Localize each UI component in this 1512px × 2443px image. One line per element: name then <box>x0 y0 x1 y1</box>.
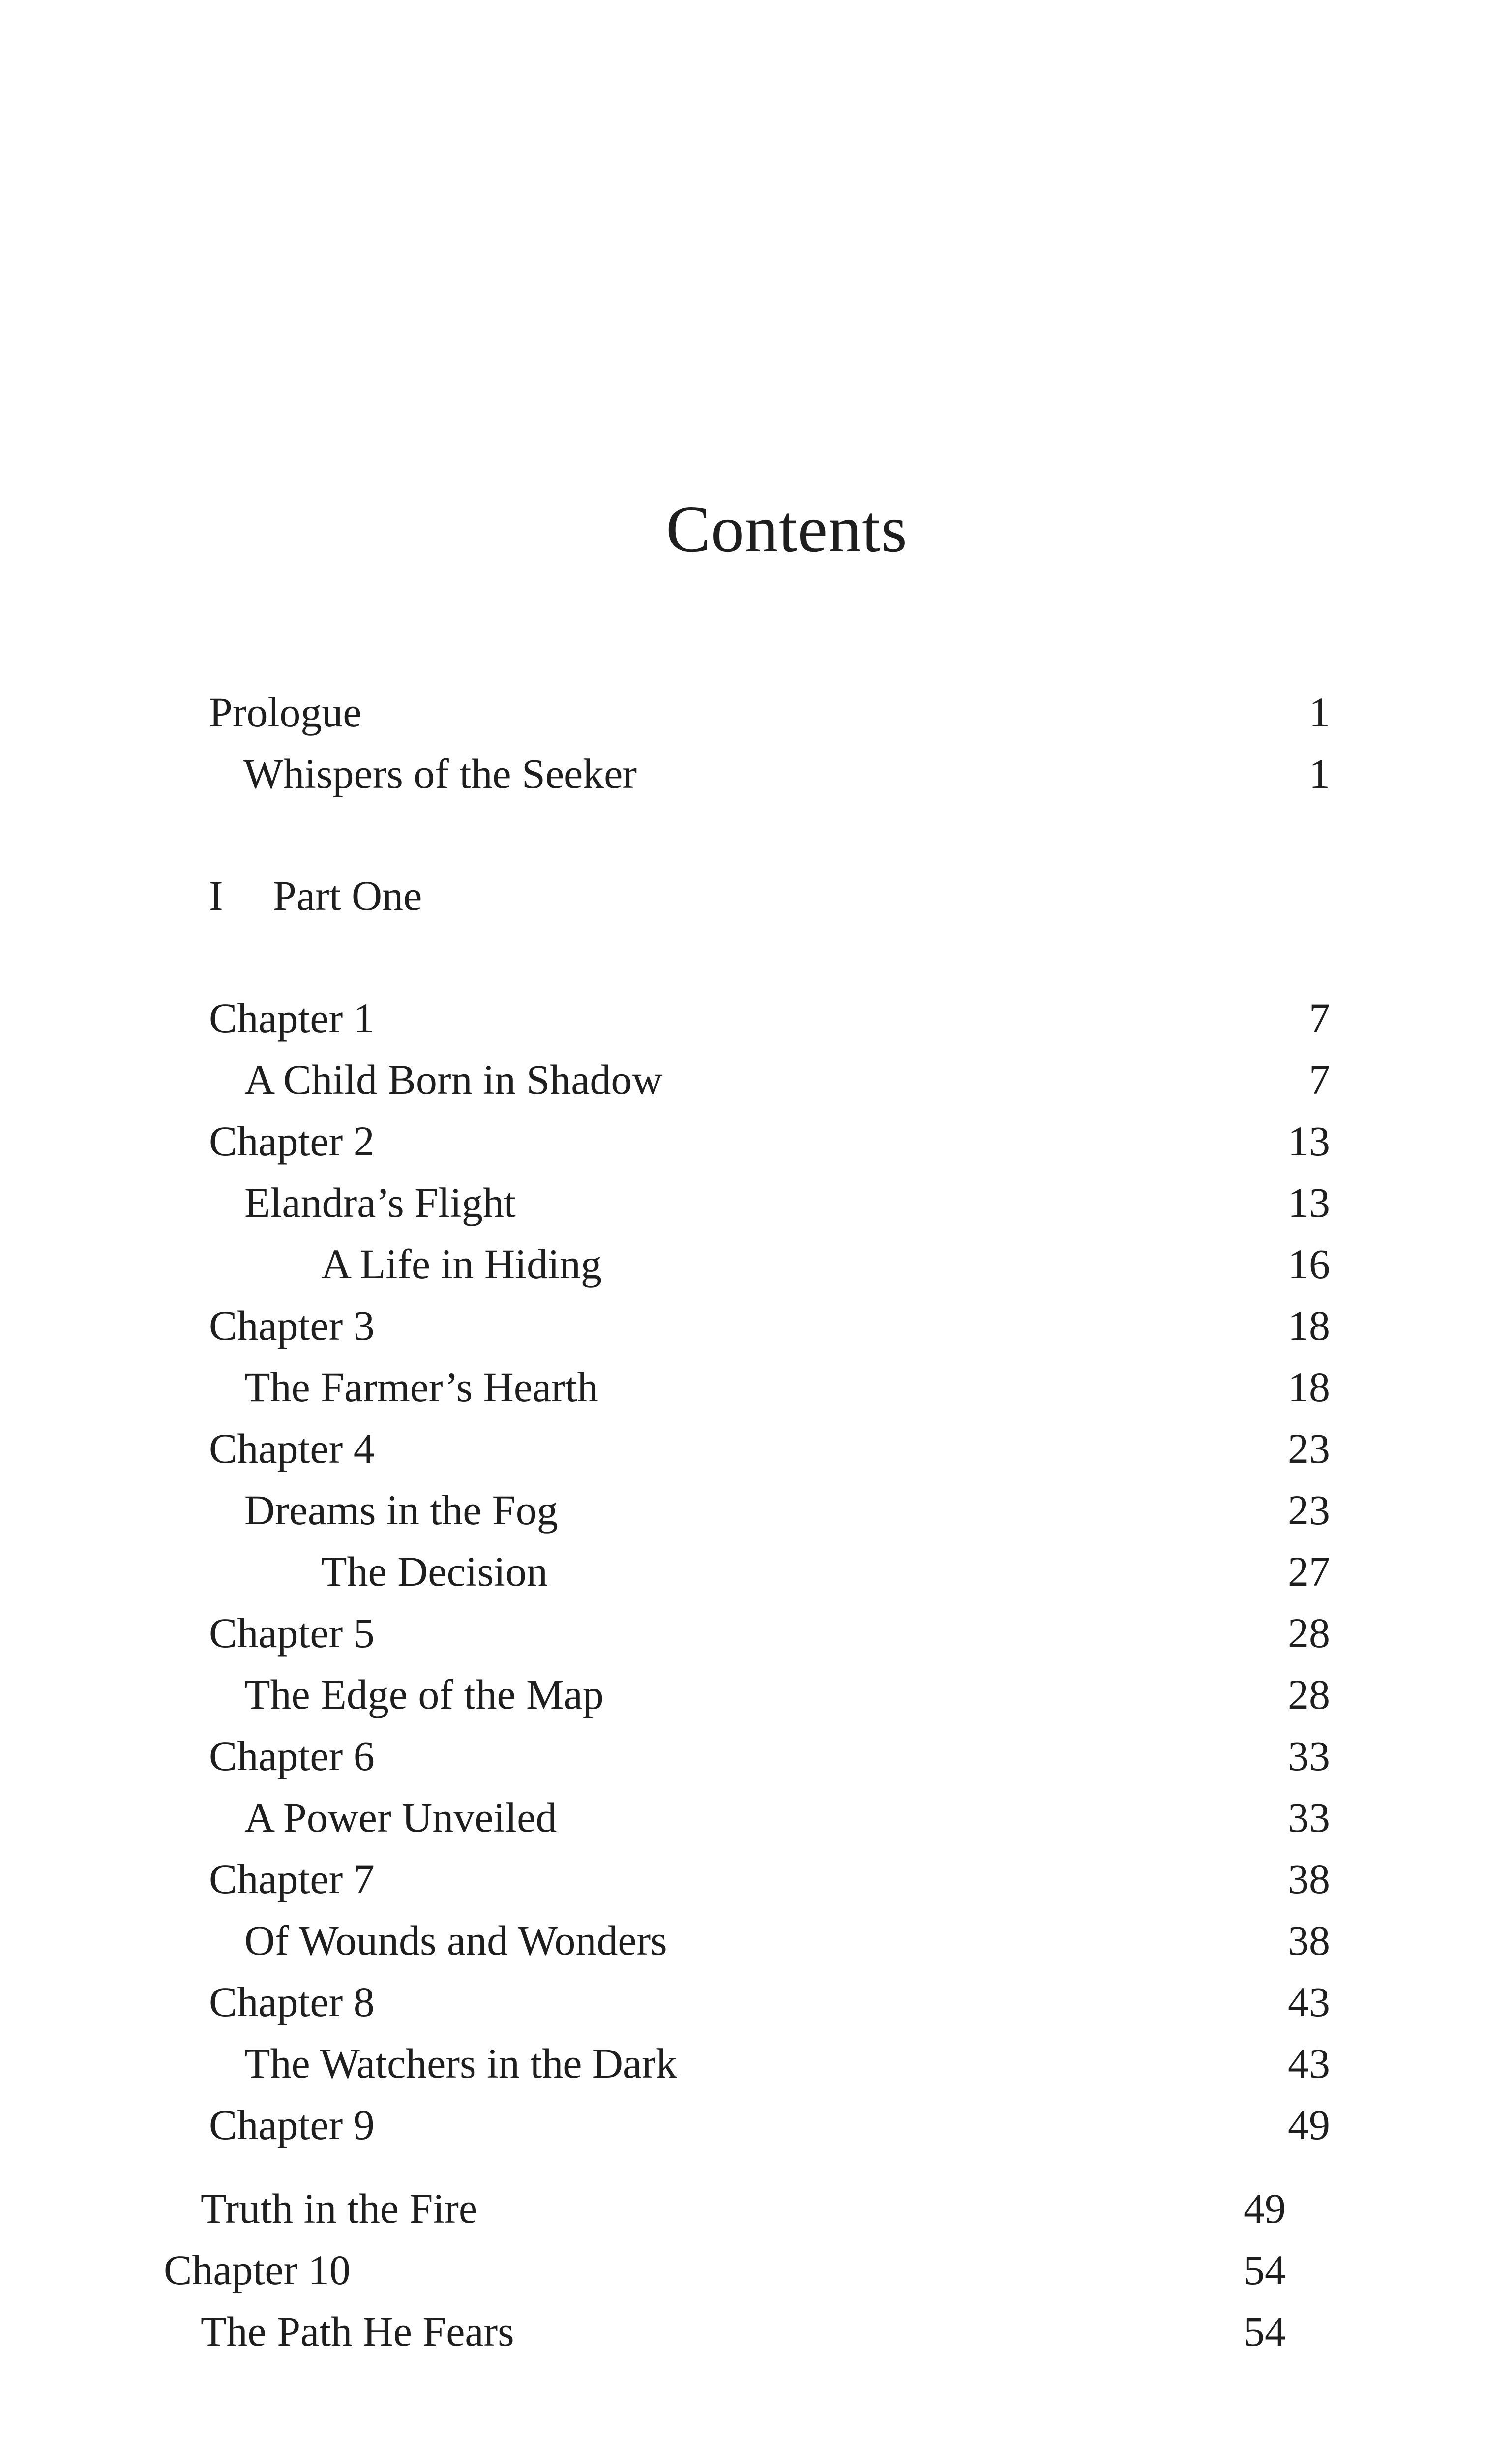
toc-entry-part[interactable]: Part One <box>273 872 422 919</box>
toc-page-subsection: 16 <box>1288 1240 1330 1288</box>
toc-entry-chapter[interactable]: Chapter 5 <box>209 1609 375 1657</box>
page-title: Contents <box>666 492 908 566</box>
toc-page-section: 18 <box>1288 1363 1330 1411</box>
toc-entry-chapter[interactable]: Chapter 1 <box>209 995 375 1042</box>
toc-entry-section[interactable]: Truth in the Fire <box>201 2185 478 2232</box>
toc-entry-chapter[interactable]: Chapter 8 <box>209 1978 375 2025</box>
toc-page-section: 38 <box>1288 1917 1330 1964</box>
toc-entry-section[interactable]: The Farmer’s Hearth <box>244 1363 598 1411</box>
toc-entry-prologue[interactable]: Prologue <box>209 689 362 736</box>
toc-entry-section[interactable]: Whispers of the Seeker <box>243 750 637 797</box>
toc-page-prologue: 1 <box>1309 689 1330 736</box>
toc-entry-chapter[interactable]: Chapter 4 <box>209 1425 375 1472</box>
toc-page-section: 49 <box>1244 2185 1286 2232</box>
toc-entry-section[interactable]: The Edge of the Map <box>244 1671 604 1718</box>
toc-page-section: 23 <box>1288 1486 1330 1534</box>
toc-entry-section[interactable]: A Child Born in Shadow <box>244 1056 663 1103</box>
toc-page-section: 7 <box>1309 1056 1330 1103</box>
toc-page-chapter: 7 <box>1309 995 1330 1042</box>
toc-entry-subsection[interactable]: A Life in Hiding <box>321 1240 602 1288</box>
toc-page-section: 54 <box>1244 2308 1286 2355</box>
toc-entry-section[interactable]: Elandra’s Flight <box>244 1179 516 1226</box>
toc-entry-subsection[interactable]: The Decision <box>321 1548 548 1595</box>
toc-page-section: 13 <box>1288 1179 1330 1226</box>
toc-entry-chapter[interactable]: Chapter 9 <box>209 2101 375 2148</box>
toc-page-chapter: 54 <box>1244 2246 1286 2293</box>
toc-page-section: 1 <box>1309 750 1330 797</box>
toc-entry-chapter[interactable]: Chapter 6 <box>209 1732 375 1779</box>
toc-page-section: 33 <box>1288 1794 1330 1841</box>
toc-entry-section[interactable]: The Path He Fears <box>201 2308 514 2355</box>
toc-page-chapter: 23 <box>1288 1425 1330 1472</box>
toc-page-chapter: 33 <box>1288 1732 1330 1779</box>
toc-entry-section[interactable]: Dreams in the Fog <box>244 1486 558 1534</box>
part-number: I <box>209 872 223 919</box>
toc-entry-chapter[interactable]: Chapter 3 <box>209 1302 375 1349</box>
toc-page-section: 28 <box>1288 1671 1330 1718</box>
toc-entry-section[interactable]: The Watchers in the Dark <box>244 2040 677 2087</box>
toc-page-subsection: 27 <box>1288 1548 1330 1595</box>
toc-page-chapter: 18 <box>1288 1302 1330 1349</box>
toc-entry-section[interactable]: A Power Unveiled <box>244 1794 557 1841</box>
toc-entry-chapter[interactable]: Chapter 7 <box>209 1855 375 1902</box>
toc-page-chapter: 49 <box>1288 2101 1330 2148</box>
toc-page-chapter: 28 <box>1288 1609 1330 1657</box>
toc-entry-chapter[interactable]: Chapter 2 <box>209 1117 375 1165</box>
toc-page-section: 43 <box>1288 2040 1330 2087</box>
toc-page-chapter: 13 <box>1288 1117 1330 1165</box>
toc-page-chapter: 43 <box>1288 1978 1330 2025</box>
toc-page-chapter: 38 <box>1288 1855 1330 1902</box>
toc-entry-chapter[interactable]: Chapter 10 <box>164 2246 351 2293</box>
toc-entry-section[interactable]: Of Wounds and Wonders <box>244 1917 667 1964</box>
